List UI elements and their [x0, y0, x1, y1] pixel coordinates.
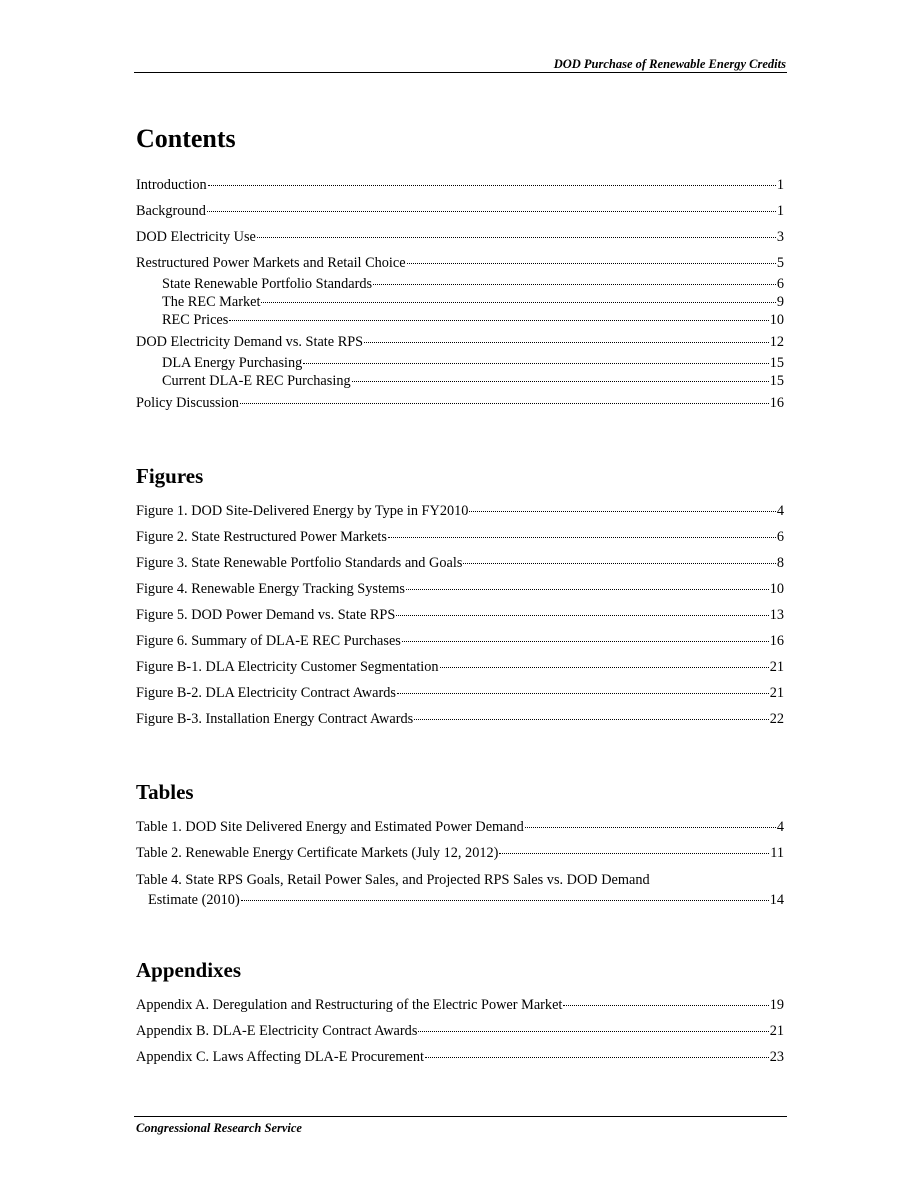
figure-entry[interactable]: [136, 528, 784, 546]
figures-list: [136, 502, 784, 728]
figure-entry-label: Figure 5. DOD Power Demand vs. State RPS: [136, 607, 396, 623]
toc-entry-label: DOD Electricity Use: [136, 229, 256, 245]
figure-entry[interactable]: [136, 684, 784, 702]
toc-entry-label: State Renewable Portfolio Standards: [162, 276, 373, 292]
toc-entry[interactable]: [136, 228, 784, 246]
toc-subentry[interactable]: [136, 275, 784, 293]
tables-heading: Tables: [136, 780, 194, 804]
figure-entry-label: Figure B-3. Installation Energy Contract Awards: [136, 711, 414, 727]
figure-entry-page: 21: [769, 685, 784, 701]
toc-entry-label: Policy Discussion: [136, 395, 239, 411]
appendixes-heading: Appendixes: [136, 958, 242, 982]
table-of-contents: [136, 124, 784, 1074]
toc-entry-page: 1: [776, 203, 784, 219]
toc-entry-label: Current DLA-E REC Purchasing: [162, 373, 351, 389]
figure-entry-label: Figure 3. State Renewable Portfolio Standards and Goals: [136, 555, 463, 571]
figure-entry-label: Figure B-1. DLA Electricity Customer Segmentation: [136, 659, 439, 675]
appendix-entry-page: 19: [769, 997, 784, 1013]
table-entry[interactable]: [136, 844, 784, 862]
toc-entry-page: 6: [776, 276, 784, 292]
toc-entry-page: 12: [769, 334, 784, 350]
toc-entry-page: 5: [776, 255, 784, 271]
table-entry-page: 4: [776, 819, 784, 835]
toc-entry-page: 3: [776, 229, 784, 245]
contents-list: [136, 176, 784, 412]
running-footer: Congressional Research Service: [136, 1121, 302, 1135]
toc-entry-label: The REC Market: [162, 294, 261, 310]
figure-entry-page: 13: [769, 607, 784, 623]
toc-entry[interactable]: [136, 254, 784, 272]
figure-entry-label: Figure 2. State Restructured Power Markets: [136, 529, 387, 545]
toc-entry-page: 1: [776, 177, 784, 193]
appendix-entry-page: 21: [769, 1023, 784, 1039]
figures-heading: Figures: [136, 464, 204, 488]
tables-list: [136, 818, 784, 910]
toc-entry-page: 15: [769, 373, 784, 389]
appendix-entry[interactable]: [136, 1048, 784, 1066]
appendix-entry-label: Appendix A. Deregulation and Restructuring of the Electric Power Market: [136, 997, 563, 1013]
toc-entry-label: REC Prices: [162, 312, 229, 328]
table-entry-label: Table 2. Renewable Energy Certificate Markets (July 12, 2012): [136, 845, 499, 861]
figure-entry-page: 16: [769, 633, 784, 649]
appendix-entry[interactable]: [136, 1022, 784, 1040]
toc-entry[interactable]: [136, 394, 784, 412]
figure-entry-page: 21: [769, 659, 784, 675]
toc-entry-label: DLA Energy Purchasing: [162, 355, 303, 371]
table-entry-label: Table 1. DOD Site Delivered Energy and Estimated Power Demand: [136, 819, 524, 835]
appendix-entry-label: Appendix C. Laws Affecting DLA-E Procurement: [136, 1049, 424, 1065]
appendix-entry-label: Appendix B. DLA-E Electricity Contract Awards: [136, 1023, 418, 1039]
toc-entry[interactable]: [136, 333, 784, 351]
toc-subentry[interactable]: [136, 311, 784, 329]
toc-entry[interactable]: [136, 176, 784, 194]
table-entry-label-continued: Estimate (2010): [148, 892, 240, 908]
toc-entry-page: 15: [769, 355, 784, 371]
figure-entry-label: Figure B-2. DLA Electricity Contract Awards: [136, 685, 396, 701]
figure-entry[interactable]: [136, 502, 784, 520]
figure-entry[interactable]: [136, 658, 784, 676]
toc-entry-page: 10: [769, 312, 784, 328]
figure-entry-page: 4: [776, 503, 784, 519]
running-header: DOD Purchase of Renewable Energy Credits: [553, 57, 786, 71]
header-rule: [134, 72, 787, 73]
figure-entry[interactable]: [136, 632, 784, 650]
table-entry[interactable]: [136, 818, 784, 836]
contents-heading: Contents: [136, 124, 236, 153]
toc-entry-label: Background: [136, 203, 206, 219]
table-entry-page: 11: [770, 845, 784, 861]
figure-entry-page: 8: [776, 555, 784, 571]
footer-rule: [134, 1116, 787, 1117]
toc-entry-label: DOD Electricity Demand vs. State RPS: [136, 334, 364, 350]
figure-entry-page: 6: [776, 529, 784, 545]
toc-entry-page: 9: [776, 294, 784, 310]
appendix-entry[interactable]: [136, 996, 784, 1014]
table-entry-page: 14: [769, 892, 784, 908]
figure-entry-page: 10: [769, 581, 784, 597]
toc-entry-page: 16: [769, 395, 784, 411]
toc-subentry[interactable]: [136, 354, 784, 372]
figure-entry[interactable]: [136, 554, 784, 572]
table-entry-label: Table 4. State RPS Goals, Retail Power Sales, and Projected RPS Sales vs. DOD Demand: [136, 872, 650, 888]
figure-entry[interactable]: [136, 580, 784, 598]
appendixes-list: [136, 996, 784, 1066]
appendix-entry-page: 23: [769, 1049, 784, 1065]
figure-entry-label: Figure 4. Renewable Energy Tracking Systems: [136, 581, 405, 597]
toc-subentry[interactable]: [136, 372, 784, 390]
table-entry-multiline[interactable]: [136, 870, 784, 910]
figure-entry-label: Figure 6. Summary of DLA-E REC Purchases: [136, 633, 401, 649]
figure-entry[interactable]: [136, 710, 784, 728]
figure-entry[interactable]: [136, 606, 784, 624]
toc-entry[interactable]: [136, 202, 784, 220]
toc-entry-label: Restructured Power Markets and Retail Choice: [136, 255, 406, 271]
toc-entry-label: Introduction: [136, 177, 207, 193]
figure-entry-label: Figure 1. DOD Site-Delivered Energy by Type in FY2010: [136, 503, 469, 519]
toc-subentry[interactable]: [136, 293, 784, 311]
figure-entry-page: 22: [769, 711, 784, 727]
